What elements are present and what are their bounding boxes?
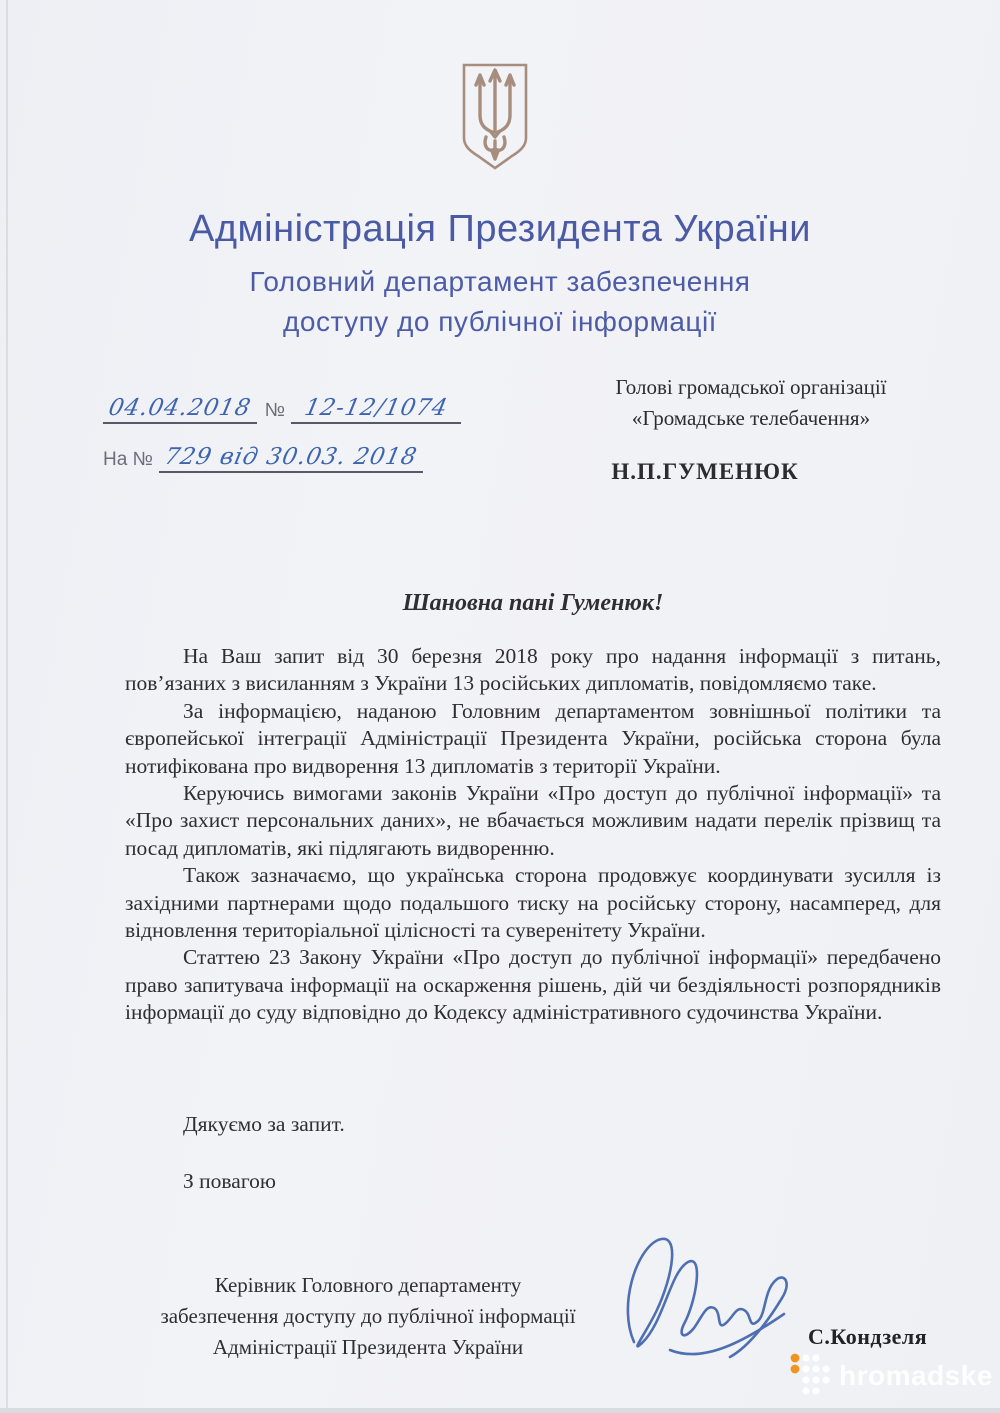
outgoing-number-handwritten: 12-12/1074 <box>302 395 451 421</box>
outgoing-date-field <box>103 395 257 424</box>
signer-name: С.Кондзеля <box>808 1324 928 1349</box>
signer-title-line-2: забезпечення доступу до публічної інформації <box>160 1304 576 1328</box>
hromadske-dots-icon <box>789 1350 833 1402</box>
dept-line-1: Головний департамент забезпечення <box>249 266 751 297</box>
hromadske-label: hromadske <box>839 1360 993 1391</box>
org-title: Адміністрація Президента України <box>189 208 811 250</box>
signer-title-block <box>128 1270 608 1363</box>
reference-line-outgoing <box>103 395 461 424</box>
outgoing-number-field <box>291 395 461 424</box>
number-sign-label: № <box>264 400 286 421</box>
body-paragraph: Керуючись вимогами законів України «Про доступ до публічної інформації» та «Про захист персональних даних», не вбачається можливим надати перелік прізвищ та посад дипломатів, які підлягають видворенню. <box>125 781 941 860</box>
letter-body <box>125 643 941 1027</box>
signer-title-line-3: Адміністрації Президента України <box>212 1335 524 1359</box>
body-paragraph: Також зазначаємо, що українська сторона продовжує координувати зусилля із західними партнерами щодо подальшого тиску на російську сторону, насамперед, для відновлення територіальної цілісності та суверенітету України. <box>125 863 941 943</box>
signer-title-line-1: Керівник Головного департаменту <box>214 1273 522 1297</box>
reference-line-reply <box>103 444 461 473</box>
outgoing-date-handwritten: 04.04.2018 <box>106 395 254 421</box>
handwritten-signature <box>612 1222 812 1377</box>
body-paragraph: Статтею 23 Закону України «Про доступ до публічної інформації» передбачено право запитувача інформації на оскарження рішень, дій чи бездіяльності розпорядників інформації до суду відповідно до Кодексу адміністративного судочинства України. <box>125 945 941 1025</box>
recipient-line-1: Голові громадської організації <box>615 375 887 399</box>
reference-block <box>103 395 461 493</box>
hromadske-watermark <box>789 1350 993 1402</box>
dept-line-2: доступу до публічної інформації <box>283 306 717 337</box>
ukraine-trident-emblem-icon <box>455 58 535 176</box>
reply-number-handwritten: 729 від 30.03. 2018 <box>162 444 420 470</box>
closing-line: З повагою <box>183 1169 276 1193</box>
reply-to-label: На № <box>103 449 153 470</box>
recipient-line-2: «Громадське телебачення» <box>631 406 871 430</box>
reply-number-field <box>159 444 423 473</box>
body-paragraph: На Ваш запит від 30 березня 2018 року про надання інформації з питань, пов’язаних з висиланням з України 13 російських дипломатів, повідомляємо таке. <box>125 644 941 696</box>
thanks-line: Дякуємо за запит. <box>183 1112 345 1136</box>
recipient-block <box>545 372 957 487</box>
scan-edge-bottom <box>0 1408 1000 1413</box>
body-paragraph: За інформацією, наданою Головним департаментом зовнішньої політики та європейської інтеграції Адміністрації Президента України, російська сторона була нотифікована про видворення 13 дипломатів з території України. <box>125 698 941 778</box>
recipient-name: Н.П.ГУМЕНЮК <box>611 459 799 484</box>
salutation: Шановна пані Гуменюк! <box>402 590 664 616</box>
